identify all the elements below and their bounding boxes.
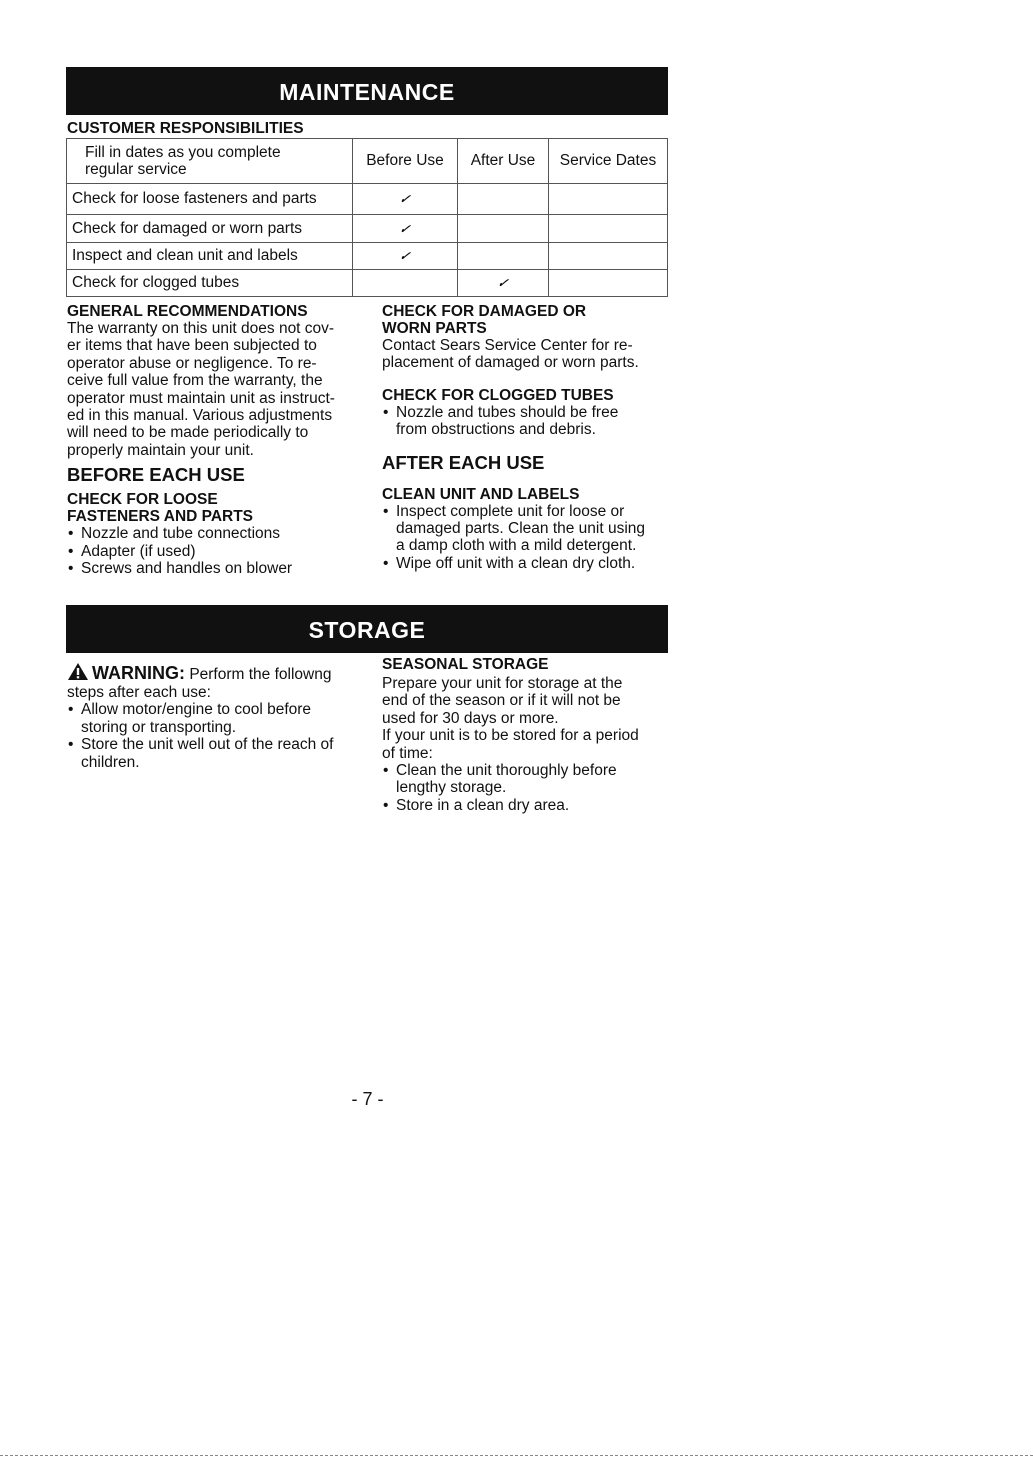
left-column [67, 303, 367, 577]
list-item: • Nozzle and tubes should be free from obstructions and debris. [382, 404, 672, 439]
right-column [382, 303, 672, 572]
warning-label: WARNING: [92, 663, 185, 683]
check-mark-icon: ✓ [398, 221, 412, 236]
warning-text-first: Perform the followng [189, 666, 332, 683]
after-use-cell [458, 184, 549, 215]
customer-responsibilities-heading: CUSTOMER RESPONSIBILITIES [67, 120, 304, 137]
service-date-cell [549, 243, 668, 270]
after-each-use-heading: AFTER EACH USE [382, 451, 545, 473]
table-header-row [67, 139, 668, 184]
warning-text-rest: steps after each use: [67, 684, 211, 701]
before-each-use-heading: BEFORE EACH USE [67, 464, 245, 486]
list-item: • Adapter (if used) [67, 543, 367, 560]
after-use-check [458, 270, 549, 297]
check-damaged-text: Contact Sears Service Center for re- placement of damaged or worn parts. [382, 337, 639, 372]
seasonal-storage-text: Prepare your unit for storage at the end of the season or if it will not be used for 30 days or more. If your unit is to be stored for a period of time: [382, 675, 639, 762]
column-service-dates: Service Dates [549, 139, 668, 184]
check-damaged-heading: CHECK FOR DAMAGED OR WORN PARTS [382, 303, 587, 337]
seasonal-storage-heading: SEASONAL STORAGE [382, 656, 549, 673]
table-row [67, 270, 668, 297]
service-date-cell [549, 184, 668, 215]
before-use-check [353, 215, 458, 243]
bottom-divider [0, 1455, 1033, 1456]
list-item: • Inspect complete unit for loose or damaged parts. Clean the unit using a damp cloth with a mild detergent. [382, 503, 672, 555]
list-item: • Wipe off unit with a clean dry cloth. [382, 555, 672, 572]
clean-unit-list [382, 503, 672, 573]
after-use-cell [458, 215, 549, 243]
list-item: • Store in a clean dry area. [382, 797, 672, 814]
before-use-check [353, 184, 458, 215]
service-date-cell [549, 270, 668, 297]
check-mark-icon: ✓ [398, 192, 412, 206]
service-table [66, 138, 668, 297]
column-after-use: After Use [458, 139, 549, 184]
service-date-cell [549, 215, 668, 243]
list-item: • Nozzle and tube connections [67, 525, 367, 542]
fasteners-list [67, 525, 367, 577]
clogged-list [382, 404, 672, 439]
table-row [67, 184, 668, 215]
seasonal-storage [382, 656, 672, 814]
task-cell: Inspect and clean unit and labels [67, 243, 353, 270]
seasonal-list [382, 762, 672, 814]
general-recommendations-text: The warranty on this unit does not cov- er items that have been subjected to operator abuse or negligence. To re- ceive full value from the warranty, the operator must maintain unit as instruct- ed in this manual. Various adjustments will need to be made periodically to properly maintain your unit. [67, 320, 335, 459]
table-row [67, 215, 668, 243]
storage-banner: STORAGE [66, 605, 668, 653]
check-clogged-heading: CHECK FOR CLOGGED TUBES [382, 386, 614, 404]
task-cell: Check for clogged tubes [67, 270, 353, 297]
check-mark-icon: ✓ [496, 276, 510, 290]
before-use-cell [353, 270, 458, 297]
check-loose-fasteners-heading: CHECK FOR LOOSE FASTENERS AND PARTS [67, 491, 254, 526]
table-row [67, 243, 668, 270]
list-item: • Store the unit well out of the reach of children. [67, 736, 367, 771]
table-header-instruction: Fill in dates as you complete regular service [67, 139, 353, 184]
page-number: - 7 - [351, 1089, 384, 1109]
task-cell: Check for loose fasteners and parts [67, 184, 353, 215]
maintenance-banner: MAINTENANCE [66, 67, 668, 115]
after-use-cell [458, 243, 549, 270]
task-cell: Check for damaged or worn parts [67, 215, 353, 243]
column-before-use: Before Use [353, 139, 458, 184]
list-item: • Clean the unit thoroughly before lengthy storage. [382, 762, 672, 797]
list-item: • Screws and handles on blower [67, 560, 367, 577]
check-mark-icon: ✓ [398, 249, 412, 263]
before-use-check [353, 243, 458, 270]
clean-unit-heading: CLEAN UNIT AND LABELS [382, 485, 580, 503]
list-item: • Allow motor/engine to cool before storing or transporting. [67, 701, 367, 736]
storage-warning [67, 662, 367, 771]
general-recommendations-heading: GENERAL RECOMMENDATIONS [67, 303, 308, 320]
warning-list [67, 701, 367, 771]
